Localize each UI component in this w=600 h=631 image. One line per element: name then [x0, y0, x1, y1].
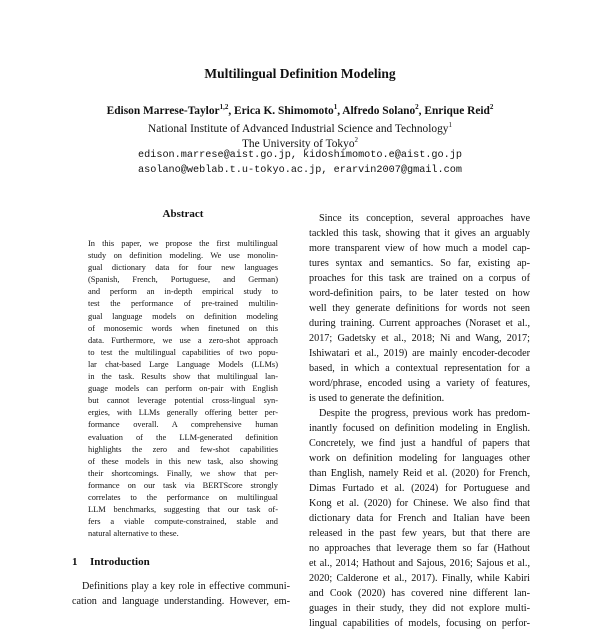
paragraph-line: Ishiwatari et al., 2019) are mainly encoder-decoder	[309, 348, 530, 359]
author-list	[0, 103, 600, 117]
email-line-2: asolano@weblab.t.u-tokyo.ac.jp, erarvin2007@gmail.com	[137, 165, 462, 176]
abstract-line: study on definition modeling. We use monolin-	[88, 251, 278, 261]
paragraph-line: well they generate definitions for words not seen	[309, 303, 530, 314]
abstract-line: of these models in this new task, also showing	[88, 456, 278, 466]
author-affiliation-marker: 2	[415, 103, 419, 111]
paragraph-line: inantly focused on definition modeling in English.	[309, 423, 530, 434]
paragraph-line: Despite the progress, previous work has predom-	[319, 408, 530, 419]
paragraph-line: during training. Current approaches (Noraset et al.,	[309, 318, 530, 329]
abstract-body	[88, 238, 278, 540]
abstract-line: gual language models on definition modeling	[88, 311, 278, 321]
introduction-line: cation and language understanding. However, em-	[72, 596, 290, 607]
paragraph-line: Dimas Furtado et al. (2024) for Portuguese and	[309, 483, 530, 494]
abstract-line: evaluation of the LLM-generated definition	[88, 432, 278, 442]
section-number: 1	[72, 556, 78, 568]
paragraph-line: proaches for this task are trained on a corpus of	[309, 273, 530, 284]
abstract-line: and perform an in-depth empirical study to	[88, 287, 278, 297]
abstract-line: (Spanish, French, Portuguese, and German)	[88, 275, 278, 285]
abstract-line: formance on our task via BERTScore strongly	[88, 480, 278, 490]
affiliation-marker: 1	[448, 121, 452, 129]
paragraph	[309, 211, 530, 406]
paragraph-line: et al., 2014; Hathout and Sajous, 2016; Sajous et al.,	[309, 558, 530, 569]
author-separator: ,	[228, 104, 235, 117]
affiliation-marker: 2	[354, 136, 359, 144]
section-title: Introduction	[90, 556, 150, 568]
abstract-line: LLM benchmarks, suggesting that our task of-	[88, 505, 278, 515]
abstract-line: in the task. Results show that multilingual lan-	[88, 372, 278, 382]
abstract-heading: Abstract	[162, 208, 204, 220]
abstract-line: fers a viable compute-constrained, stable and	[88, 517, 278, 527]
introduction-body	[72, 579, 290, 609]
author-separator: ,	[337, 104, 343, 117]
author-affiliation-marker: 1,2	[219, 103, 229, 111]
abstract-line: data. Furthermore, we use a zero-shot approach	[88, 335, 278, 345]
email-line-1: edison.marrese@aist.go.jp, kidoshimomoto.e@aist.go.jp	[137, 150, 462, 161]
abstract-line: correlates to the performance on multilingual	[88, 492, 278, 502]
paragraph-line: word/phrase, encoded using a variety of features,	[309, 378, 530, 389]
abstract-line: of monosemic words when finetuned on this	[88, 323, 278, 333]
author-separator: ,	[418, 104, 425, 117]
abstract-line: test the performance of pre-trained multilin-	[88, 299, 278, 309]
abstract-line: highlights the zero and few-shot capabilities	[88, 444, 278, 454]
paragraph-line: word-definition pairs, to be later tested on how	[309, 288, 530, 299]
abstract-line: their shortcomings. Finally, we show that per-	[88, 468, 278, 478]
paragraph-line: released in the past few years, but that there are	[309, 528, 530, 539]
paragraph-line: Since its conception, several approaches have	[319, 213, 530, 224]
abstract-line: natural alternative to these.	[88, 529, 179, 539]
abstract-line: to test the multilingual capabilities of two popu-	[88, 347, 278, 357]
paragraph-line: guages in their study, they did not explore multi-	[309, 603, 530, 614]
paragraph-line: 2017; Gadetsky et al., 2018; Ni and Wang, 2017;	[309, 333, 530, 344]
section-heading-introduction	[72, 556, 150, 568]
paragraph-line: 2020; Calderone et al., 2017). Finally, while Kabiri	[309, 573, 530, 584]
affiliation-text: National Institute of Advanced Industrial Science and Technology	[148, 122, 449, 135]
author-name: Alfredo Solano	[342, 104, 416, 117]
abstract-line: lar chat-based Large Language Models (LLMs)	[88, 359, 278, 369]
author-affiliation-marker: 1	[333, 103, 338, 111]
paragraph-line: lingual capabilities of models, focusing on perfor-	[309, 618, 530, 629]
abstract-line: guage models can perform on-pair with English	[88, 384, 278, 394]
affiliation-text: The University of Tokyo	[241, 137, 355, 150]
author-affiliation-marker: 2	[489, 103, 494, 111]
paragraph-line: no approaches that leverage them so far (Hathout	[309, 543, 530, 554]
paragraph-line: tackled this task, showing that it gives an arguably	[309, 228, 530, 239]
right-column-body	[309, 211, 530, 631]
paragraph-line: tures syntax and semantics. So far, existing ap-	[309, 258, 530, 269]
introduction-line: Definitions play a key role in effective communi-	[82, 581, 290, 592]
paragraph-line: Kong et al. (2020) for Chinese. We also find that	[309, 498, 530, 509]
paragraph-line: and Cook (2020) has covered nine different lan-	[309, 588, 530, 599]
abstract-line: but cannot leverage potential cross-lingual syn-	[88, 396, 278, 406]
paragraph-line: dictionary data for French and Italian have been	[309, 513, 530, 524]
abstract-line: formance overall. A comprehensive human	[88, 420, 278, 430]
abstract-line: ergies, with LLMs generally offering better per-	[88, 408, 278, 418]
paragraph-line: Concretely, we find just a handful of papers that	[309, 438, 530, 449]
paragraph	[309, 406, 530, 631]
author-name: Edison Marrese-Taylor	[106, 104, 220, 117]
author-name: Enrique Reid	[424, 104, 490, 117]
paper-title: Multilingual Definition Modeling	[204, 66, 396, 81]
abstract-line: gual dictionary data for four new languages	[88, 263, 278, 273]
paragraph-line: based, in which a contextual representation for a	[309, 363, 530, 374]
author-name: Erica K. Shimomoto	[234, 104, 334, 117]
paragraph-line: more transparent view of how much a model cap-	[309, 243, 530, 254]
paragraph-line: is used to generate the definition.	[309, 393, 445, 404]
abstract-line: In this paper, we propose the first multilingual	[88, 239, 278, 248]
paragraph-line: than English, namely Reid et al. (2020) for French,	[309, 468, 530, 479]
paragraph-line: work on definition modeling for languages other	[309, 453, 530, 464]
